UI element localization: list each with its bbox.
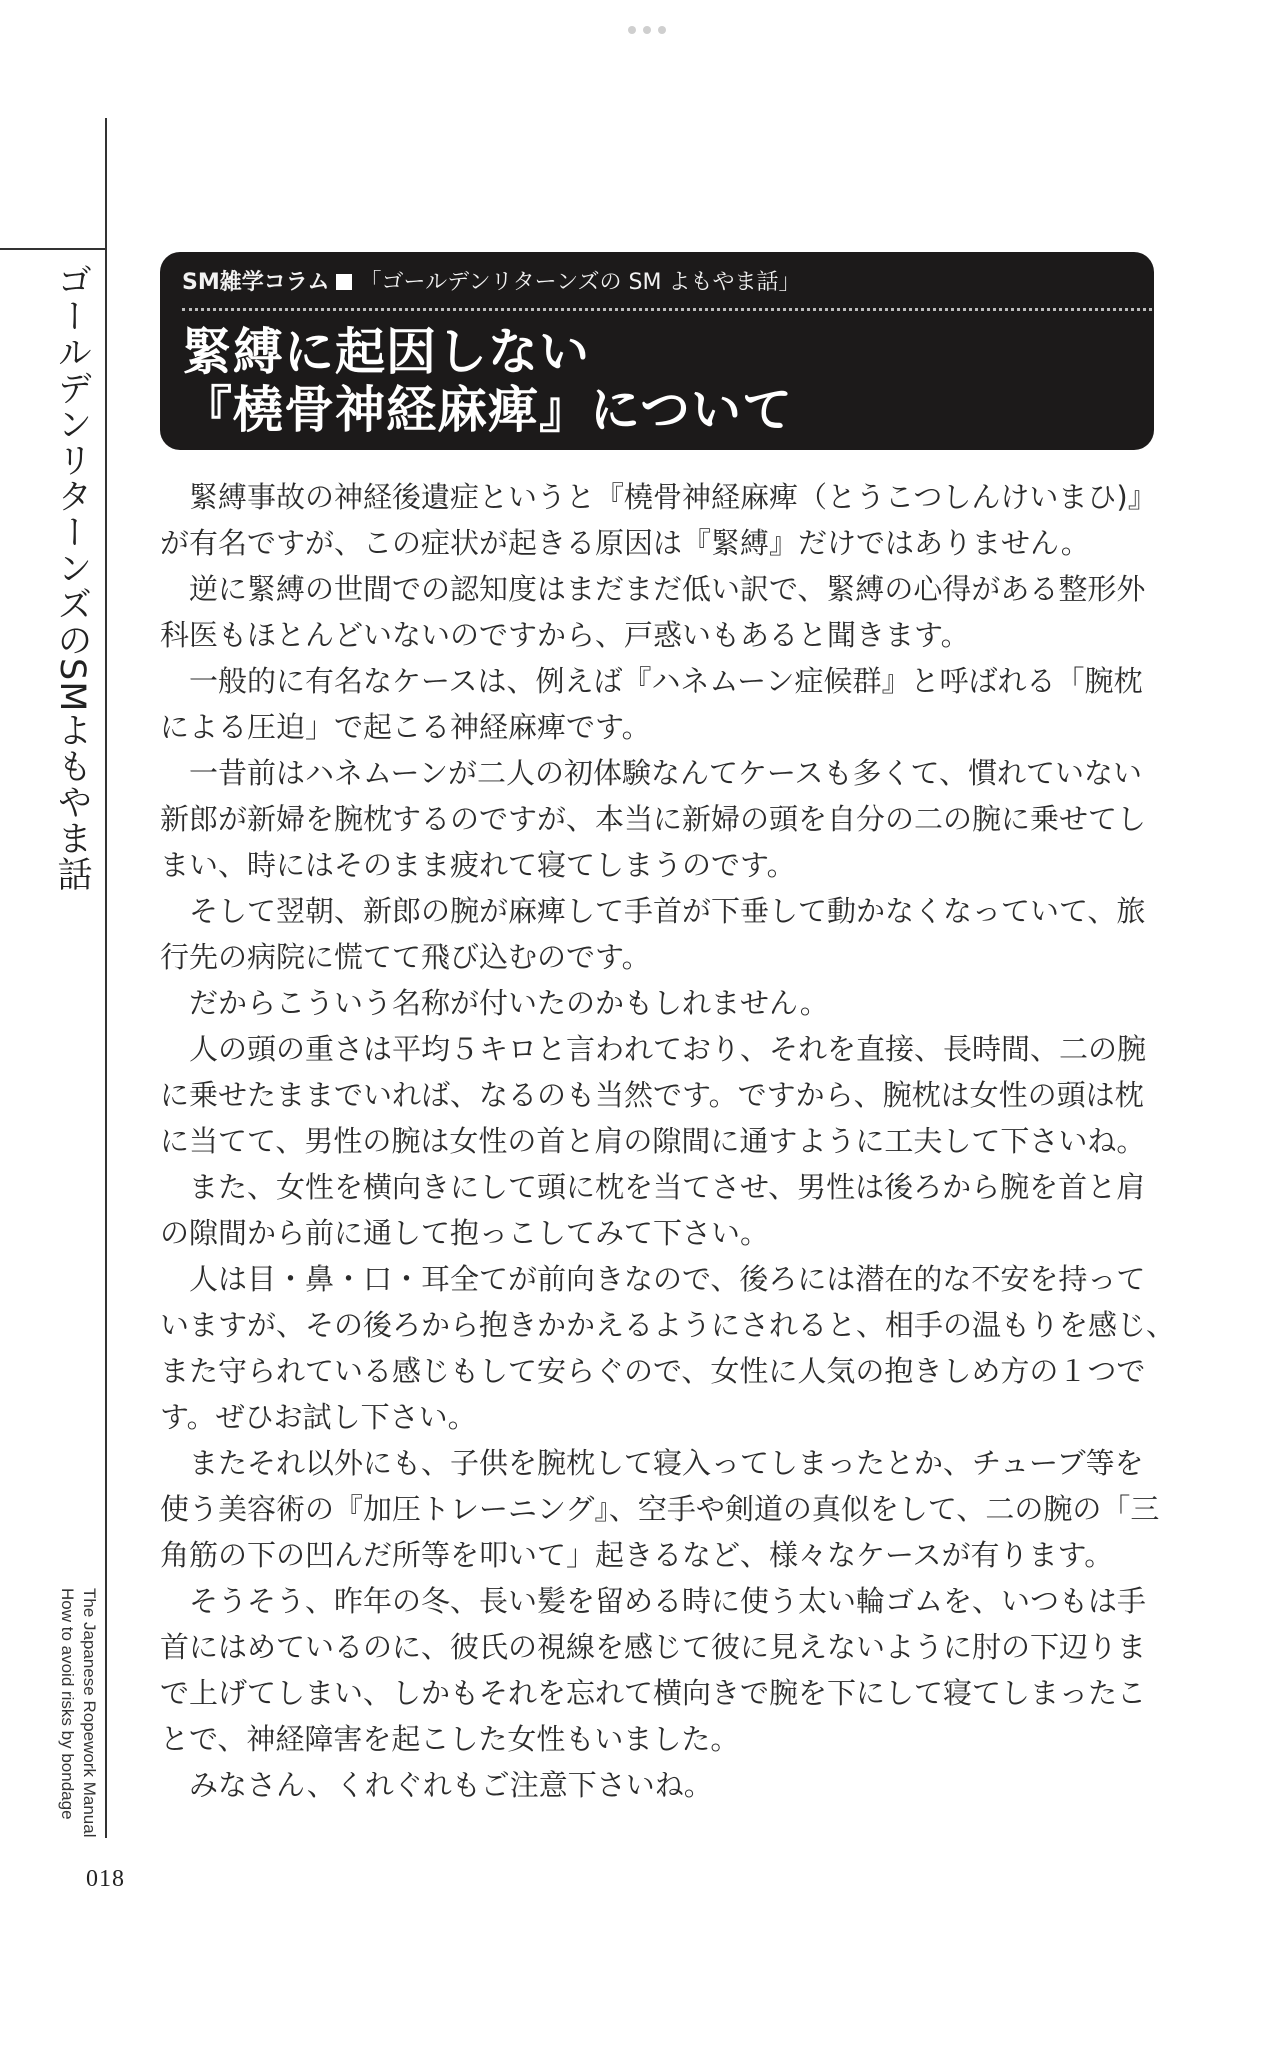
body-line: 一昔前はハネムーンが二人の初体験なんてケースも多くて、慣れていない: [160, 756, 1142, 790]
margin-tick: [0, 248, 106, 250]
body-line: まい、時にはそのまま疲れて寝てしまうのです。: [160, 848, 796, 882]
body-line: またそれ以外にも、子供を腕枕して寝入ってしまったとか、チューブ等を: [160, 1446, 1144, 1480]
body-line: 使う美容術の『加圧トレーニング』、空手や剣道の真似をして、二の腕の「三: [160, 1492, 1160, 1526]
article-body: [160, 474, 1176, 1808]
column-kicker: SM雑学コラム: [182, 270, 330, 295]
body-line: 科医もほとんどいないのですから、戸惑いもあると聞きます。: [160, 618, 970, 652]
body-line: みなさん、くれぐれもご注意下さいね。: [160, 1768, 713, 1802]
body-line: が有名ですが、この症状が起きる原因は『緊縛』だけではありません。: [160, 526, 1090, 560]
body-line: で上げてしまい、しかもそれを忘れて横向きで腕を下にして寝てしまったこ: [160, 1676, 1147, 1710]
dotted-divider: [182, 308, 1152, 311]
body-line: 人は目・鼻・口・耳全てが前向きなので、後ろには潜在的な不安を持って: [160, 1262, 1146, 1296]
dot: [658, 26, 666, 34]
body-line: また守られている感じもして安らぐので、女性に人気の抱きしめ方の１つで: [160, 1354, 1146, 1388]
column-header: [160, 252, 1154, 450]
body-line: 首にはめているのに、彼氏の視線を感じて彼に見えないように肘の下辺りま: [160, 1630, 1147, 1664]
dot: [643, 26, 651, 34]
body-line: とで、神経障害を起こした女性もいました。: [160, 1722, 740, 1756]
english-subtitle-line: The Japanese Ropework Manual: [80, 1588, 99, 1838]
page-number: 018: [86, 1866, 125, 1892]
body-line: 行先の病院に慌てて飛び込むのです。: [160, 940, 651, 974]
body-line: だからこういう名称が付いたのかもしれません。: [160, 986, 829, 1020]
body-line: 逆に緊縛の世間での認知度はまだまだ低い訳で、緊縛の心得がある整形外: [160, 572, 1146, 606]
margin-rule: [105, 118, 107, 1838]
column-label: [182, 266, 1132, 300]
body-line: そうそう、昨年の冬、長い髪を留める時に使う太い輪ゴムを、いつもは手: [160, 1584, 1147, 1618]
body-line: の隙間から前に通して抱っこしてみて下さい。: [160, 1216, 770, 1250]
body-line: 角筋の下の凹んだ所等を叩いて」起きるなど、様々なケースが有ります。: [160, 1538, 1114, 1572]
body-line: 緊縛事故の神経後遺症というと『橈骨神経麻痺（とうこつしんけいまひ)』: [160, 480, 1157, 514]
body-line: に乗せたままでいれば、なるのも当然です。ですから、腕枕は女性の頭は枕: [160, 1078, 1144, 1112]
english-subtitle-line: How to avoid risks by bondage: [58, 1588, 77, 1820]
body-line: による圧迫」で起こる神経麻痺です。: [160, 710, 651, 744]
body-line: 人の頭の重さは平均５キロと言われており、それを直接、長時間、二の腕: [160, 1032, 1147, 1066]
body-line: そして翌朝、新郎の腕が麻痺して手首が下垂して動かなくなっていて、旅: [160, 894, 1146, 928]
title-line: 『橈骨神経麻痺』について: [182, 381, 793, 439]
body-line: 一般的に有名なケースは、例えば『ハネムーン症候群』と呼ばれる「腕枕: [160, 664, 1143, 698]
column-name: 「ゴールデンリターンズの SM よもやま話」: [359, 270, 801, 295]
dot: [628, 26, 636, 34]
english-subtitle: [56, 1588, 100, 1837]
body-line: に当てて、男性の腕は女性の首と肩の隙間に通すように工夫して下さいね。: [160, 1124, 1146, 1158]
page-indicator-dots: [628, 26, 666, 34]
article-title: [182, 323, 1132, 439]
body-line: 新郎が新婦を腕枕するのですが、本当に新婦の頭を自分の二の腕に乗せてし: [160, 802, 1147, 836]
running-title: ゴールデンリターンズのSMよもやま話: [52, 262, 92, 893]
body-line: いますが、その後ろから抱きかかえるようにされると、相手の温もりを感じ、: [160, 1308, 1176, 1342]
body-line: また、女性を横向きにして頭に枕を当てさせ、男性は後ろから腕を首と肩: [160, 1170, 1146, 1204]
title-line: 緊縛に起因しない: [182, 323, 590, 381]
square-bullet-icon: [336, 274, 352, 290]
body-line: す。ぜひお試し下さい。: [160, 1400, 477, 1434]
